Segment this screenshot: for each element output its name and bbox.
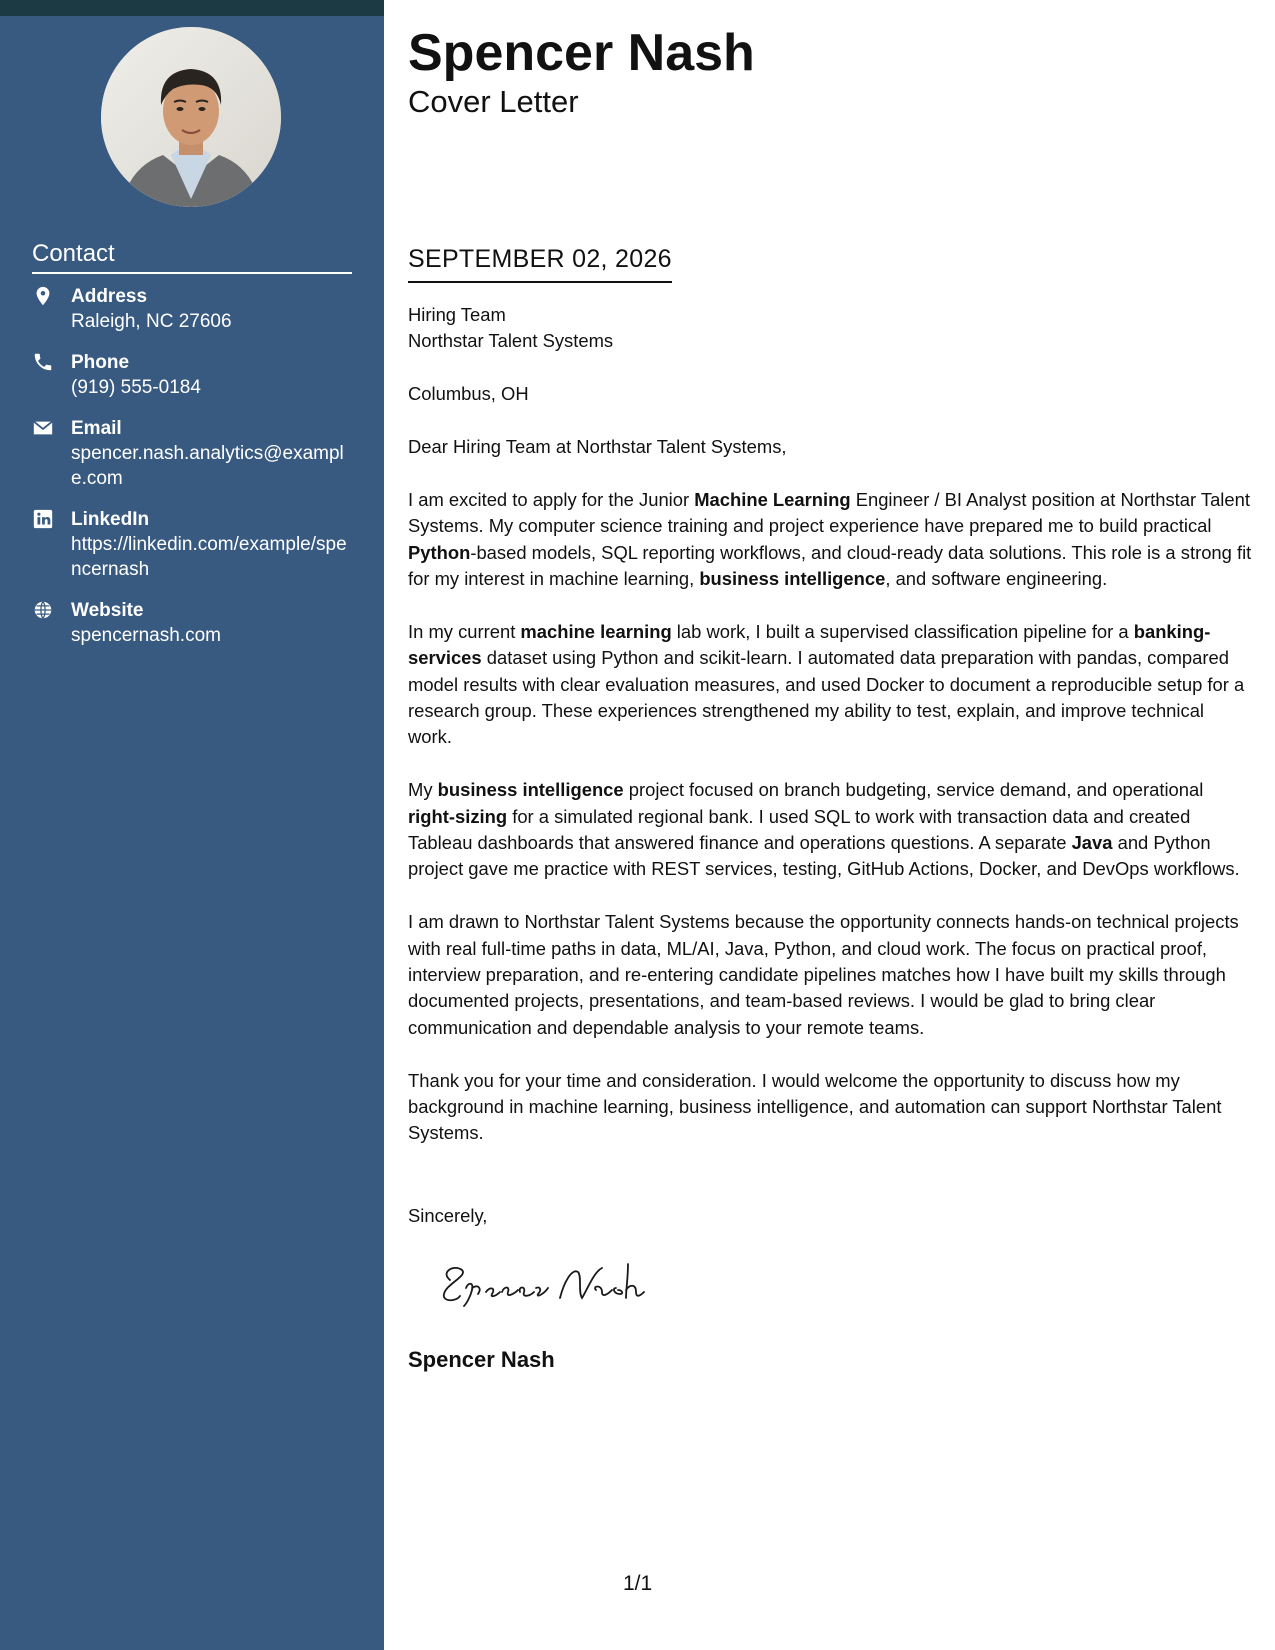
profile-photo	[101, 27, 281, 207]
contact-list	[32, 284, 354, 664]
emphasized-phrase: business intelligence	[699, 568, 886, 590]
text-run: -based models, SQL reporting workflows, and cloud-ready data solutions. This role is a strong fit for my interest in machine learning,	[408, 541, 1252, 590]
emphasized-phrase: Python	[408, 541, 471, 563]
letter-main	[408, 0, 1253, 1650]
sidebar	[0, 16, 384, 1650]
letter-paragraph	[408, 487, 1253, 593]
text-run: In my current	[408, 620, 521, 642]
emphasized-phrase: machine learning	[520, 620, 672, 642]
text-run: I am drawn to Northstar Talent Systems because the opportunity connects hands-on technical projects with real full-time paths in data, ML/AI, Java, Python, and cloud work. The focus on practical proof, interview preparation, and re-entering candidate pipelines matches how I have built my skills through documented projects, presentations, and team-based reviews. I would be glad to bring clear communication and dependable analysis to your remote teams.	[408, 911, 1239, 1038]
closing: Sincerely,	[408, 1205, 488, 1226]
text-run: My	[408, 779, 438, 801]
contact-value: (919) 555-0184	[71, 377, 201, 398]
contact-value[interactable]: spencer.nash.analytics@example.com	[71, 443, 344, 489]
contact-linkedin	[32, 507, 354, 582]
recipient-line: Northstar Talent Systems	[408, 330, 614, 352]
emphasized-phrase: banking-services	[408, 620, 1211, 669]
contact-value[interactable]: https://linkedin.com/example/spencernash	[71, 534, 347, 580]
contact-value: Raleigh, NC 27606	[71, 311, 232, 332]
linkedin-icon	[32, 508, 54, 530]
text-run: I am excited to apply for the Junior	[408, 488, 695, 510]
contact-label: LinkedIn	[71, 509, 150, 530]
letter-paragraph	[408, 1068, 1253, 1147]
applicant-name: Spencer Nash	[408, 24, 755, 82]
letter-paragraph	[408, 619, 1253, 751]
envelope-icon	[32, 417, 54, 439]
letter-paragraph	[408, 909, 1253, 1041]
signer-name: Spencer Nash	[408, 1347, 555, 1372]
letter-date: SEPTEMBER 02, 2026	[408, 243, 672, 283]
location-pin-icon	[32, 285, 54, 307]
contact-label: Website	[71, 600, 144, 621]
salutation: Dear Hiring Team at Northstar Talent Systems,	[408, 436, 787, 457]
contact-website	[32, 598, 354, 648]
contact-phone	[32, 350, 354, 400]
contact-address	[32, 284, 354, 334]
document-title: Cover Letter	[408, 84, 579, 119]
text-run: lab work, I built a supervised classification pipeline for a	[671, 620, 1134, 642]
handwritten-signature	[432, 1258, 662, 1308]
letter-paragraph	[408, 777, 1253, 883]
emphasized-phrase: Java	[1071, 832, 1113, 854]
text-run: for a simulated regional bank. I used SQL to work with transaction data and created Tableau dashboards that answered finance and operations questions. A separate	[408, 805, 1191, 854]
text-run: , and software engineering.	[885, 568, 1108, 590]
recipient-line: Hiring Team	[408, 304, 506, 325]
text-run: project focused on branch budgeting, service demand, and operational	[623, 779, 1204, 801]
contact-email	[32, 416, 354, 491]
text-run: and Python project gave me practice with REST services, testing, GitHub Actions, Docker, and DevOps workflows.	[408, 832, 1240, 880]
emphasized-phrase: right-sizing	[408, 805, 508, 827]
date-block	[408, 243, 672, 283]
contact-label: Email	[71, 418, 122, 439]
text-run: Engineer / BI Analyst position at Northstar Talent Systems. My computer science training and project experience have prepared me to build practical	[408, 488, 1250, 537]
phone-icon	[32, 351, 54, 373]
globe-icon	[32, 599, 54, 621]
contact-label: Address	[71, 286, 148, 307]
page-number: 1/1	[623, 1572, 653, 1595]
emphasized-phrase: business intelligence	[437, 779, 624, 801]
portrait-image	[101, 27, 281, 207]
letter-body	[408, 302, 1253, 1147]
contact-value[interactable]: spencernash.com	[71, 625, 221, 646]
contact-heading: Contact	[32, 240, 352, 274]
text-run: Thank you for your time and consideration. I would welcome the opportunity to discuss how my background in machine learning, business intelligence, and automation can support Northstar Talent Systems.	[408, 1069, 1222, 1144]
top-accent-bar	[0, 0, 384, 16]
emphasized-phrase: Machine Learning	[694, 488, 851, 510]
text-run: dataset using Python and scikit-learn. I automated data preparation with pandas, compared model results with clear evaluation measures, and used Docker to document a reproducible setup for a research group. These experiences strengthened my ability to test, explain, and improve technical work.	[408, 647, 1245, 748]
recipient-location: Columbus, OH	[408, 383, 529, 405]
contact-label: Phone	[71, 352, 130, 373]
